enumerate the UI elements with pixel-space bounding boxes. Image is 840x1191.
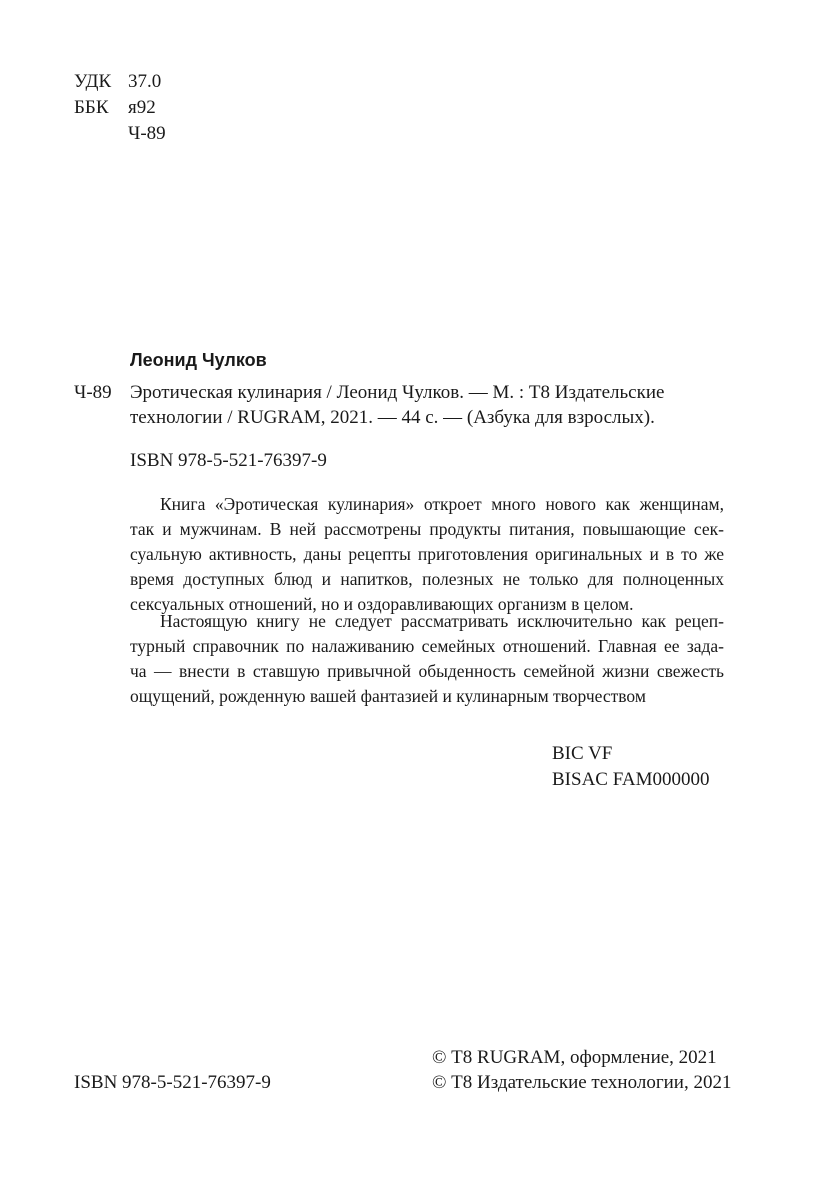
isbn-bottom: ISBN 978-5-521-76397-9 [74,1072,271,1093]
abstract-line: турный справочник по налаживанию семейных отношений. Главная ее зада- [130,636,724,656]
abstract-line: сексуальных отношений, но и оздоравливающих организм в целом. [130,594,634,614]
bic-code: BIC VF [552,743,613,764]
author-mark: Ч-89 [128,123,166,144]
biblio-line-2: технологии / RUGRAM, 2021. — 44 с. — (Азбука для взрослых). [130,407,655,428]
author-mark-row [74,122,166,146]
abstract-line: так и мужчинам. В ней рассмотрены продукты питания, повышающие сек- [130,519,724,539]
abstract-line: Настоящую книгу не следует рассматривать исключительно как рецеп- [160,611,724,631]
abstract-line: Книга «Эротическая кулинария» откроет много нового как женщинам, [160,494,724,514]
biblio-code: Ч-89 [74,382,112,403]
abstract-paragraph-1 [130,492,724,617]
biblio-line-1: Эротическая кулинария / Леонид Чулков. — М. : Т8 Издательские [130,382,665,403]
udk-value: 37.0 [128,71,162,92]
abstract-line: время доступных блюд и напитков, полезных не только для полноценных [130,569,724,589]
bbk-value: я92 [128,97,156,118]
abstract-line: ча — внести в ставшую привычной обыденность семейной жизни свежесть [130,661,724,681]
abstract-paragraph-2 [130,609,724,709]
author-name: Леонид Чулков [130,350,267,370]
udk-label: УДК [74,71,112,92]
bisac-code: BISAC FAM000000 [552,769,710,790]
copyright-line-1: © Т8 RUGRAM, оформление, 2021 [432,1047,717,1068]
abstract-line: суальную активность, даны рецепты приготовления оригинальных и в то же [130,544,724,564]
abstract-line: ощущений, рожденную вашей фантазией и кулинарным творчеством [130,686,646,706]
copyright-line-2: © Т8 Издательские технологии, 2021 [432,1072,732,1093]
isbn-main: ISBN 978-5-521-76397-9 [130,450,327,471]
bbk-row [74,96,156,120]
udk-row [74,70,161,94]
bbk-label: ББК [74,97,109,118]
